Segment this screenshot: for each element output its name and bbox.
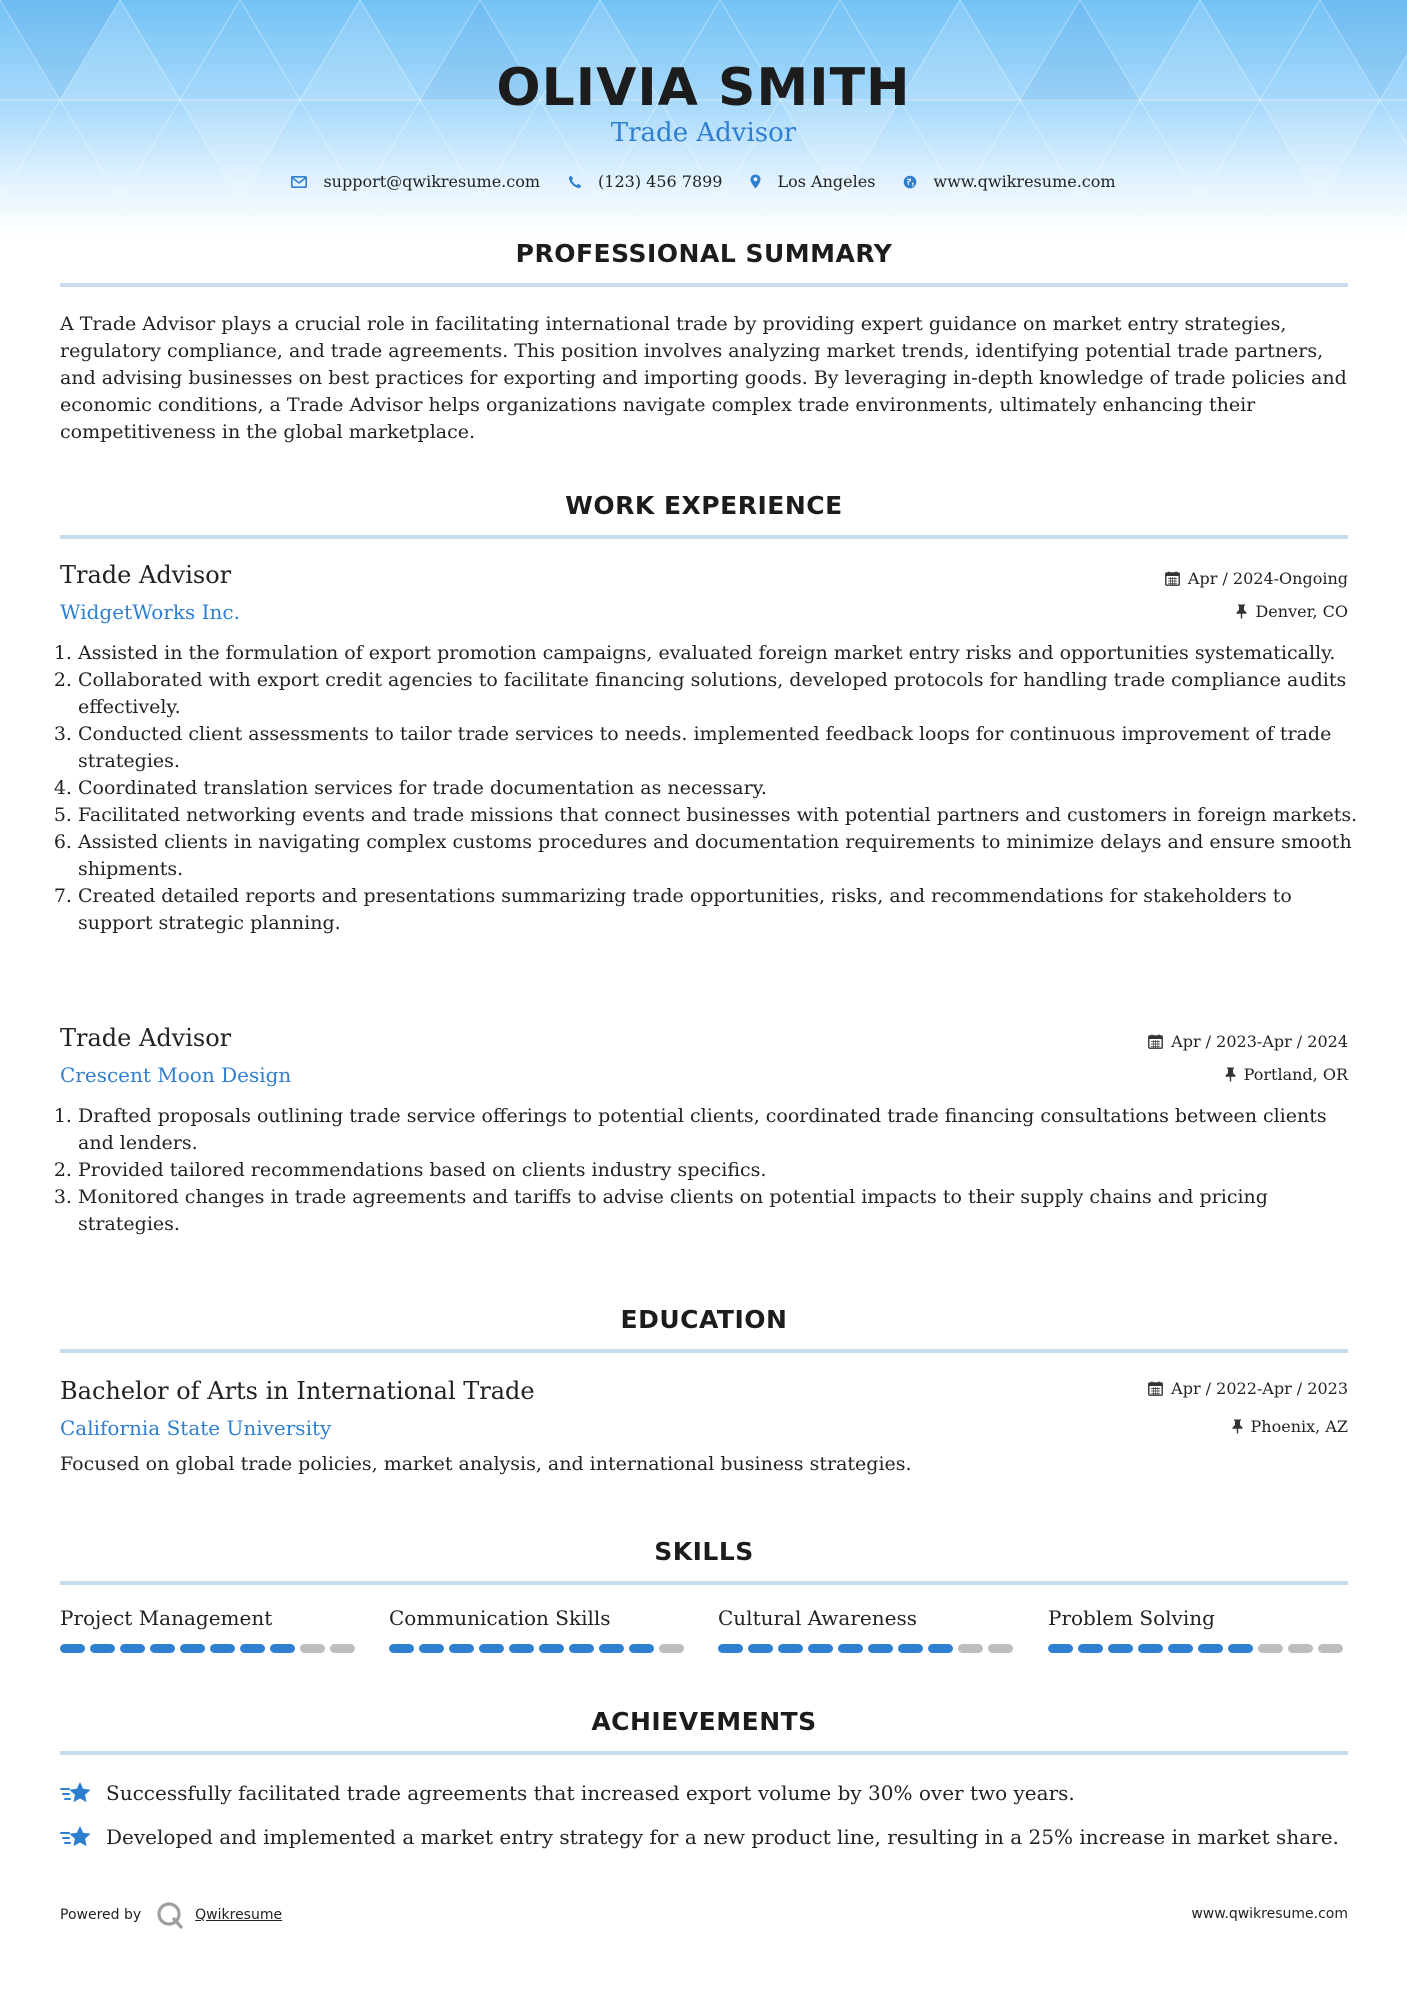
contact-location [750, 172, 875, 191]
experience-divider [60, 535, 1348, 539]
list-item: 2. Collaborated with export credit agencies to facilitate financing solutions, developed protocols for handling trade compliance audits effectively. [78, 667, 1368, 721]
skill-segment-empty [1288, 1644, 1313, 1653]
skill-segment-filled [1228, 1644, 1253, 1653]
job-1-location [1236, 602, 1348, 621]
star-icon [60, 1824, 94, 1850]
education-school: California State University [60, 1416, 332, 1440]
calendar-icon [1148, 1034, 1163, 1049]
skill-segment-filled [808, 1644, 833, 1653]
job-1-dates [1165, 569, 1348, 588]
list-item: 6. Assisted clients in navigating complex customs procedures and documentation requirements to minimize delays and ensure smooth shipments. [78, 829, 1368, 883]
skill-segment-filled [210, 1644, 235, 1653]
skill-segment-filled [389, 1644, 414, 1653]
footer-powered-by [60, 1900, 282, 1930]
skill-segment-filled [1198, 1644, 1223, 1653]
skill-segment-filled [449, 1644, 474, 1653]
education-dates [1148, 1379, 1348, 1398]
list-item: 4. Coordinated translation services for trade documentation as necessary. [78, 775, 1368, 802]
pushpin-icon [1236, 604, 1247, 619]
powered-by-label: Powered by [60, 1907, 142, 1923]
education-divider [60, 1349, 1348, 1353]
education-location-text: Phoenix, AZ [1250, 1417, 1348, 1436]
skill-segment-filled [419, 1644, 444, 1653]
skill-segment-filled [509, 1644, 534, 1653]
list-item: 3. Conducted client assessments to tailor trade services to needs. implemented feedback loops for continuous improvement of trade strategies. [78, 721, 1368, 775]
list-item: 1. Assisted in the formulation of export promotion campaigns, evaluated foreign market entry risks and opportunities systematically. [78, 640, 1368, 667]
skill-segment-empty [1318, 1644, 1343, 1653]
summary-divider [60, 283, 1348, 287]
skill-segment-filled [150, 1644, 175, 1653]
job-1-dates-text: Apr / 2024-Ongoing [1187, 569, 1348, 588]
phone-icon [568, 175, 582, 189]
skill-segment-filled [1078, 1644, 1103, 1653]
skill-level-bar [718, 1644, 1018, 1653]
achievements-divider [60, 1751, 1348, 1755]
list-item: 2. Provided tailored recommendations based on clients industry specifics. [78, 1157, 1368, 1184]
skill-level-bar [60, 1644, 360, 1653]
skill-cultural-awareness [718, 1606, 1018, 1653]
education-heading: EDUCATION [620, 1305, 788, 1334]
job-2-company: Crescent Moon Design [60, 1063, 292, 1087]
job-1-company: WidgetWorks Inc. [60, 600, 240, 624]
skills-divider [60, 1581, 1348, 1585]
contact-website-text: www.qwikresume.com [933, 172, 1116, 191]
map-marker-icon [750, 174, 761, 189]
contact-website[interactable] [903, 172, 1115, 191]
job-2-bullets [60, 1103, 1368, 1238]
skill-segment-empty [988, 1644, 1013, 1653]
skill-segment-empty [300, 1644, 325, 1653]
job-2-location [1225, 1065, 1348, 1084]
skill-segment-empty [659, 1644, 684, 1653]
contact-phone-text: (123) 456 7899 [598, 172, 723, 191]
skill-name: Communication Skills [389, 1606, 611, 1630]
calendar-icon [1148, 1381, 1163, 1396]
list-item: 7. Created detailed reports and presentations summarizing trade opportunities, risks, and recommendations for stakeholders to support strategic planning. [78, 883, 1368, 937]
skill-segment-filled [1138, 1644, 1163, 1653]
achievements-heading: ACHIEVEMENTS [591, 1707, 817, 1736]
pushpin-icon [1232, 1419, 1243, 1434]
job-2-dates [1148, 1032, 1348, 1051]
skill-segment-filled [748, 1644, 773, 1653]
skill-segment-filled [180, 1644, 205, 1653]
skill-segment-filled [1108, 1644, 1133, 1653]
envelope-icon [291, 176, 307, 188]
education-dates-text: Apr / 2022-Apr / 2023 [1171, 1379, 1348, 1398]
skill-segment-filled [599, 1644, 624, 1653]
skill-level-bar [1048, 1644, 1348, 1653]
skill-name: Project Management [60, 1606, 273, 1630]
skill-segment-filled [629, 1644, 654, 1653]
contact-email-text: support@qwikresume.com [323, 172, 541, 191]
skill-segment-filled [898, 1644, 923, 1653]
skills-heading: SKILLS [654, 1537, 754, 1566]
calendar-icon [1165, 571, 1180, 586]
qwikresume-link[interactable]: Qwikresume [195, 1907, 283, 1923]
contact-row [0, 172, 1407, 191]
skill-segment-filled [1168, 1644, 1193, 1653]
pushpin-icon [1225, 1067, 1236, 1082]
skill-segment-empty [330, 1644, 355, 1653]
skill-segment-filled [270, 1644, 295, 1653]
skill-segment-empty [1258, 1644, 1283, 1653]
achievement-text: Developed and implemented a market entry strategy for a new product line, resulting in a 25% increase in market share. [106, 1825, 1339, 1849]
achievement-item [60, 1780, 1350, 1806]
skill-segment-filled [240, 1644, 265, 1653]
job-1-bullets [60, 640, 1368, 937]
education-description: Focused on global trade policies, market analysis, and international business strategies. [60, 1453, 912, 1475]
skill-segment-empty [958, 1644, 983, 1653]
skill-segment-filled [718, 1644, 743, 1653]
skill-segment-filled [479, 1644, 504, 1653]
list-item: 5. Facilitated networking events and trade missions that connect businesses with potential partners and customers in foreign markets. [78, 802, 1368, 829]
summary-heading: PROFESSIONAL SUMMARY [515, 239, 893, 268]
skill-name: Cultural Awareness [718, 1606, 917, 1630]
list-item: 3. Monitored changes in trade agreements and tariffs to advise clients on potential impacts to their supply chains and pricing strategies. [78, 1184, 1368, 1238]
job-2-location-text: Portland, OR [1243, 1065, 1348, 1084]
list-item: 1. Drafted proposals outlining trade service offerings to potential clients, coordinated trade financing consultations between clients and lenders. [78, 1103, 1368, 1157]
contact-location-text: Los Angeles [777, 172, 876, 191]
education-location [1232, 1417, 1348, 1436]
skill-segment-filled [838, 1644, 863, 1653]
skill-segment-filled [569, 1644, 594, 1653]
achievement-item [60, 1824, 1350, 1850]
skill-segment-filled [120, 1644, 145, 1653]
skill-communication [389, 1606, 689, 1653]
star-icon [60, 1780, 94, 1806]
candidate-title: Trade Advisor [610, 118, 797, 148]
education-degree: Bachelor of Arts in International Trade [60, 1377, 535, 1405]
skill-name: Problem Solving [1048, 1606, 1215, 1630]
achievement-text: Successfully facilitated trade agreements that increased export volume by 30% over two years. [106, 1781, 1075, 1805]
skill-project-management [60, 1606, 360, 1653]
skill-segment-filled [539, 1644, 564, 1653]
contact-phone[interactable] [568, 172, 722, 191]
skill-problem-solving [1048, 1606, 1348, 1653]
skill-segment-filled [60, 1644, 85, 1653]
skill-segment-filled [868, 1644, 893, 1653]
candidate-name: OLIVIA SMITH [496, 58, 911, 118]
job-2-title: Trade Advisor [60, 1024, 232, 1052]
experience-heading: WORK EXPERIENCE [565, 491, 843, 520]
contact-email[interactable] [291, 172, 540, 191]
summary-text: A Trade Advisor plays a crucial role in facilitating international trade by providing expert guidance on market entry strategies, regulatory compliance, and trade agreements. This position involves analyzing market trends, identifying potential trade partners, and advising businesses on best practices for exporting and importing goods. By leveraging in-depth knowledge of trade policies and economic conditions, a Trade Advisor helps organizations navigate complex trade environments, ultimately enhancing their competitiveness in the global marketplace. [60, 313, 1347, 443]
skill-level-bar [389, 1644, 689, 1653]
skill-segment-filled [928, 1644, 953, 1653]
globe-icon [903, 175, 917, 189]
skill-segment-filled [1048, 1644, 1073, 1653]
skill-segment-filled [778, 1644, 803, 1653]
qwikresume-logo-icon [155, 1900, 185, 1930]
job-1-title: Trade Advisor [60, 561, 232, 589]
job-1-location-text: Denver, CO [1255, 602, 1348, 621]
job-2-dates-text: Apr / 2023-Apr / 2024 [1171, 1032, 1348, 1051]
skill-segment-filled [90, 1644, 115, 1653]
footer-website[interactable]: www.qwikresume.com [1191, 1906, 1348, 1922]
